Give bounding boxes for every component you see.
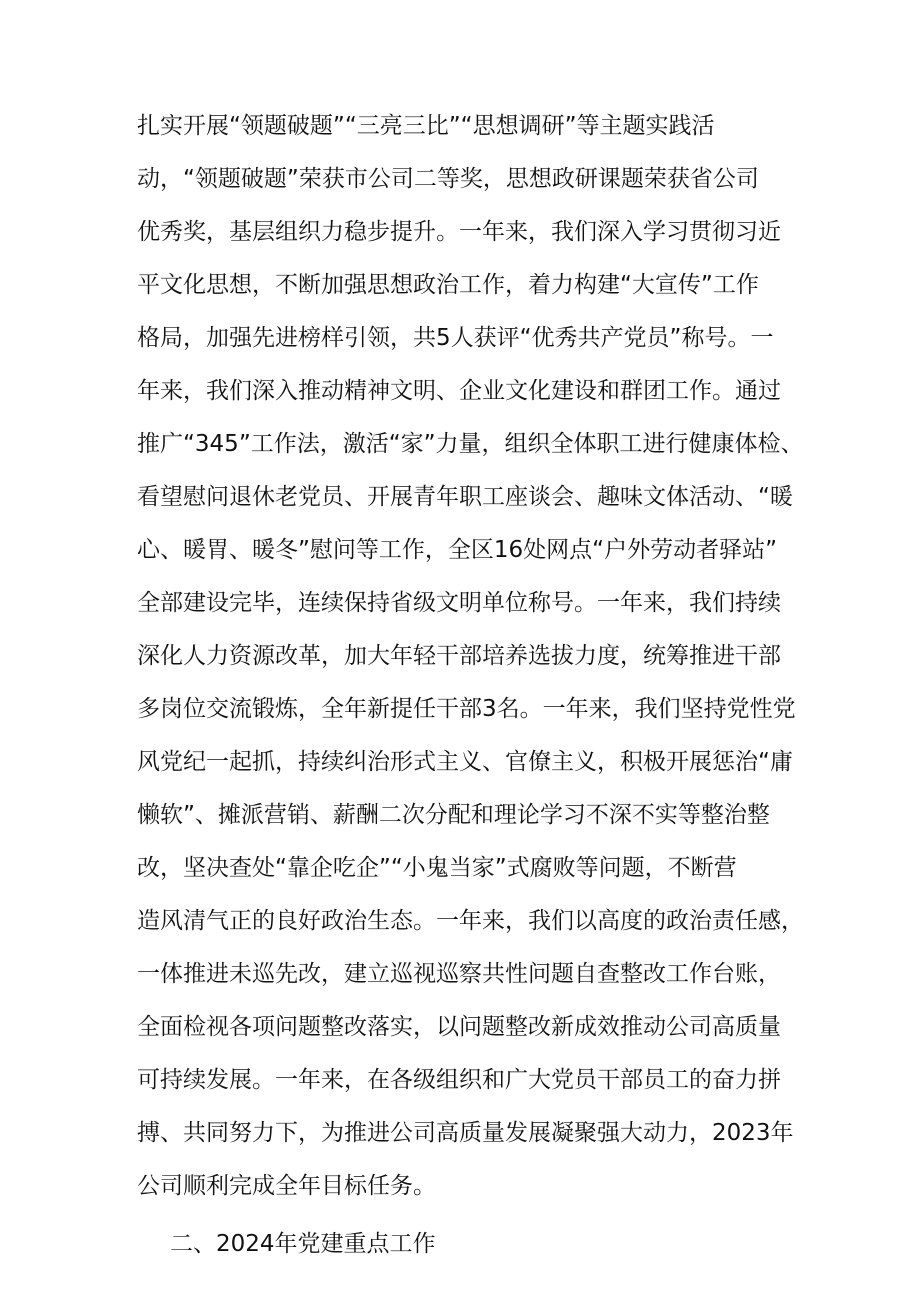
paragraph-line: 风党纪一起抓，持续纠治形式主义、官僚主义，积极开展惩治“庸 [137, 749, 793, 775]
paragraph-line: 改，坚决查处“靠企吃企”“小鬼当家”式腐败等问题，不断营 [137, 855, 737, 881]
paragraph-line: 全部建设完毕，连续保持省级文明单位称号。一年来，我们持续 [137, 590, 781, 616]
paragraph-line: 优秀奖，基层组织力稳步提升。一年来，我们深入学习贯彻习近 [137, 219, 781, 245]
paragraph-line: 扎实开展“领题破题”“三亮三比”“思想调研”等主题实践活 [137, 113, 715, 139]
paragraph-line: 看望慰问退休老党员、开展青年职工座谈会、趣味文体活动、“暖 [137, 484, 793, 510]
paragraph-line: 公司顺利完成全年目标任务。 [137, 1173, 436, 1199]
paragraph-line: 多岗位交流锻炼，全年新提任干部3名。一年来，我们坚持党性党 [137, 696, 796, 722]
paragraph-line: 格局，加强先进榜样引领，共5人获评“优秀共产党员”称号。一 [137, 325, 774, 351]
paragraph-line: 深化人力资源改革，加大年轻干部培养选拔力度，统筹推进干部 [137, 643, 781, 669]
paragraph-line: 可持续发展。一年来，在各级组织和广大党员干部员工的奋力拼 [137, 1067, 781, 1093]
paragraph-line: 一体推进未巡先改，建立巡视巡察共性问题自查整改工作台账， [137, 961, 781, 987]
paragraph-line: 搏、共同努力下，为推进公司高质量发展凝聚强大动力，2023年 [137, 1120, 794, 1146]
section-heading: 二、2024年党建重点工作 [170, 1231, 436, 1257]
paragraph-line: 平文化思想，不断加强思想政治工作，着力构建“大宣传”工作 [137, 272, 759, 298]
paragraph-line: 心、暖胃、暖冬”慰问等工作，全区16处网点“户外劳动者驿站” [137, 537, 778, 563]
paragraph-line: 全面检视各项问题整改落实，以问题整改新成效推动公司高质量 [137, 1014, 781, 1040]
paragraph-line: 造风清气正的良好政治生态。一年来，我们以高度的政治责任感， [137, 908, 804, 934]
paragraph-line: 懒软”、摊派营销、薪酬二次分配和理论学习不深不实等整治整 [137, 802, 770, 828]
paragraph-line: 推广“345”工作法，激活“家”力量，组织全体职工进行健康体检、 [137, 431, 804, 457]
paragraph-line: 动，“领题破题”荣获市公司二等奖，思想政研课题荣获省公司 [137, 166, 759, 192]
paragraph-line: 年来，我们深入推动精神文明、企业文化建设和群团工作。通过 [137, 378, 781, 404]
